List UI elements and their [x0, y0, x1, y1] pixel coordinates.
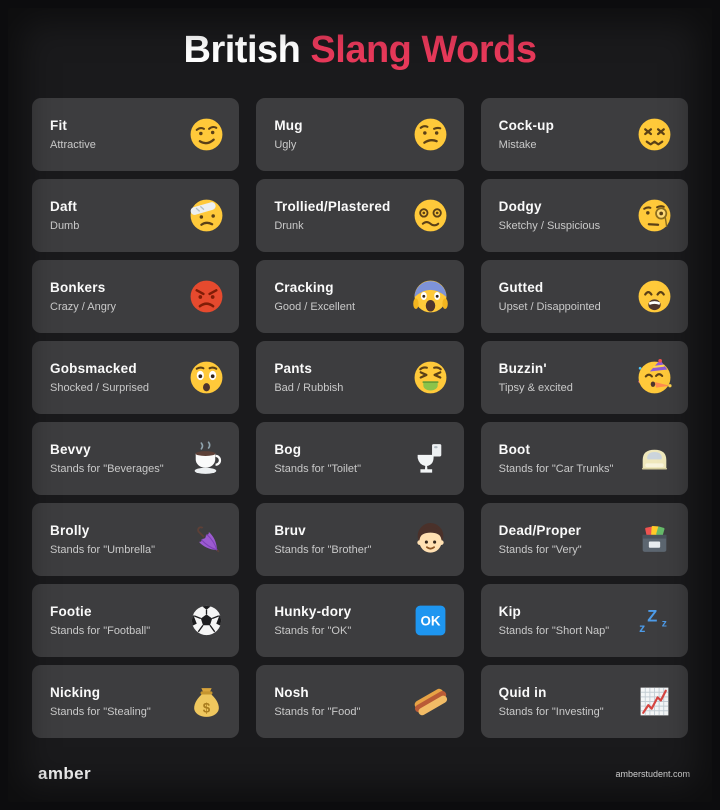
slang-card-texts: [274, 604, 351, 637]
slang-card: [256, 422, 463, 495]
slang-card: [32, 98, 239, 171]
slang-card: [481, 260, 688, 333]
slang-word: Gutted: [498, 280, 544, 295]
slang-card-texts: [274, 118, 302, 151]
slang-word: Brolly: [50, 523, 90, 538]
ok-button-icon: [412, 602, 450, 640]
slang-word: Kip: [498, 604, 522, 619]
slang-card-texts: [50, 199, 79, 232]
slang-card: [256, 260, 463, 333]
screaming-face-icon: [412, 278, 450, 316]
slang-meaning: Stands for "Toilet": [274, 463, 362, 475]
title-word-british: British: [183, 29, 311, 71]
slang-word: Bog: [274, 442, 302, 457]
slang-card-texts: [50, 361, 149, 394]
slang-card: [481, 503, 688, 576]
slang-card: [256, 584, 463, 657]
partying-face-icon: [636, 359, 674, 397]
slang-word: Bonkers: [50, 280, 106, 295]
slang-word: Nosh: [274, 685, 309, 700]
footer: [38, 764, 690, 784]
closed-umbrella-icon: [187, 521, 225, 559]
slang-word: Dead/Proper: [498, 523, 582, 538]
brand-logo: amber: [38, 764, 92, 783]
slang-card: [481, 665, 688, 738]
cards-grid: [32, 98, 688, 738]
slang-meaning: Stands for "Short Nap": [498, 625, 610, 637]
slang-card-texts: [499, 604, 610, 637]
slang-meaning: Mistake: [498, 139, 537, 151]
svg-text:z: z: [662, 618, 668, 630]
slang-meaning: Stands for "OK": [274, 625, 352, 637]
confused-face-icon: [412, 116, 450, 154]
slang-card: [256, 179, 463, 252]
slang-meaning: Stands for "Car Trunks": [498, 463, 614, 475]
slang-card-texts: [499, 361, 573, 394]
slang-word: Fit: [50, 118, 68, 133]
slang-meaning: Shocked / Surprised: [50, 382, 150, 394]
slang-meaning: Dumb: [50, 220, 80, 232]
slang-card-texts: [274, 361, 343, 394]
slang-card-texts: [499, 118, 554, 151]
slang-card-texts: [274, 523, 371, 556]
website-text: amberstudent.com: [615, 769, 690, 779]
head-bandage-face-icon: [187, 197, 225, 235]
monocle-face-icon: [636, 197, 674, 235]
toilet-icon: [412, 440, 450, 478]
slang-card-texts: [274, 280, 355, 313]
weary-face-icon: [636, 278, 674, 316]
slang-card-texts: [50, 118, 96, 151]
slang-meaning: Upset / Disappointed: [498, 301, 601, 313]
slang-card: [256, 665, 463, 738]
slang-card: [32, 584, 239, 657]
slang-meaning: Stands for "Very": [498, 544, 582, 556]
slang-card: [481, 179, 688, 252]
slang-meaning: Stands for "Stealing": [50, 706, 151, 718]
slang-meaning: Good / Excellent: [274, 301, 356, 313]
confounded-face-icon: [636, 116, 674, 154]
slang-card-texts: [50, 442, 164, 475]
slang-word: Hunky-dory: [274, 604, 352, 619]
hot-dog-icon: [412, 683, 450, 721]
slang-card-texts: [274, 199, 390, 232]
slang-word: Mug: [274, 118, 303, 133]
slang-word: Daft: [50, 199, 78, 214]
slang-card-texts: [499, 280, 601, 313]
slang-card-texts: [50, 280, 116, 313]
slang-word: Bevvy: [50, 442, 91, 457]
slang-word: Pants: [274, 361, 313, 376]
slang-word: Cock-up: [498, 118, 555, 133]
slang-word: Buzzin': [498, 361, 547, 376]
slang-meaning: Stands for "Beverages": [50, 463, 164, 475]
slang-card: [481, 422, 688, 495]
slang-card: [32, 341, 239, 414]
card-file-box-icon: [636, 521, 674, 559]
slang-meaning: Stands for "Food": [274, 706, 361, 718]
slang-card-texts: [499, 442, 614, 475]
angry-face-icon: [187, 278, 225, 316]
slang-meaning: Stands for "Investing": [498, 706, 604, 718]
zzz-icon: [636, 602, 674, 640]
slang-meaning: Sketchy / Suspicious: [498, 220, 601, 232]
slang-meaning: Bad / Rubbish: [274, 382, 344, 394]
money-bag-icon: [187, 683, 225, 721]
slang-word: Dodgy: [498, 199, 542, 214]
slang-card: [32, 665, 239, 738]
svg-text:$: $: [202, 700, 211, 716]
hot-beverage-icon: [187, 440, 225, 478]
slang-card: [481, 341, 688, 414]
slang-card: [32, 422, 239, 495]
slang-meaning: Drunk: [274, 220, 304, 232]
slang-card: [481, 584, 688, 657]
slang-card-texts: [50, 685, 151, 718]
slang-card-texts: [499, 685, 604, 718]
slang-card: [32, 179, 239, 252]
slang-word: Nicking: [50, 685, 101, 700]
car-rear-icon: [636, 440, 674, 478]
slang-word: Quid in: [498, 685, 547, 700]
slang-card: [32, 503, 239, 576]
slang-meaning: Stands for "Football": [50, 625, 151, 637]
slang-card-texts: [274, 442, 361, 475]
slang-word: Footie: [50, 604, 92, 619]
slang-meaning: Stands for "Brother": [274, 544, 372, 556]
svg-text:z: z: [639, 620, 646, 635]
page-title: [0, 31, 720, 69]
slang-meaning: Attractive: [50, 139, 96, 151]
slang-card-texts: [499, 199, 601, 232]
slang-card: [481, 98, 688, 171]
slang-word: Bruv: [274, 523, 306, 538]
slang-card-texts: [50, 523, 155, 556]
slang-card: [256, 503, 463, 576]
slang-word: Gobsmacked: [50, 361, 137, 376]
smirking-face-icon: [187, 116, 225, 154]
astonished-face-icon: [187, 359, 225, 397]
vomiting-face-icon: [412, 359, 450, 397]
slang-card: [32, 260, 239, 333]
slang-card-texts: [499, 523, 582, 556]
svg-text:Z: Z: [647, 607, 658, 626]
slang-meaning: Ugly: [274, 139, 297, 151]
slang-card-texts: [50, 604, 150, 637]
dizzy-face-icon: [412, 197, 450, 235]
svg-text:OK: OK: [420, 613, 441, 629]
slang-meaning: Crazy / Angry: [50, 301, 117, 313]
slang-card: [256, 98, 463, 171]
title-words-slang: Slang Words: [310, 29, 537, 71]
slang-word: Boot: [498, 442, 531, 457]
boy-face-icon: [412, 521, 450, 559]
football-icon: [187, 602, 225, 640]
slang-card-texts: [274, 685, 360, 718]
slang-word: Cracking: [274, 280, 334, 295]
slang-meaning: Tipsy & excited: [498, 382, 573, 394]
slang-word: Trollied/Plastered: [274, 199, 391, 214]
chart-increasing-icon: [636, 683, 674, 721]
slang-card: [256, 341, 463, 414]
slang-meaning: Stands for "Umbrella": [50, 544, 156, 556]
